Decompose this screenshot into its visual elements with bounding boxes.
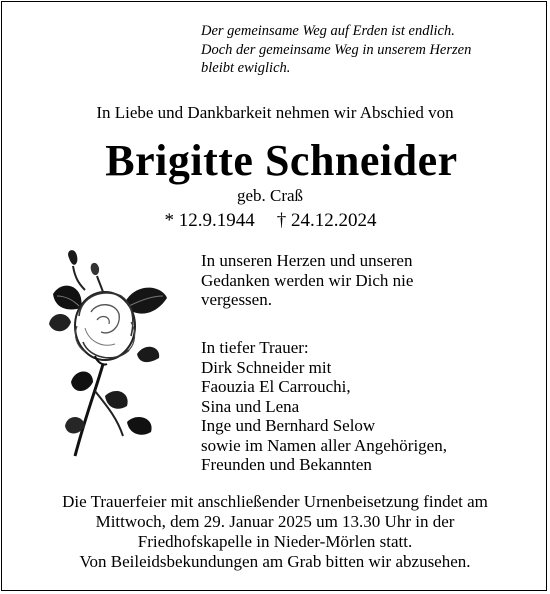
ceremony-text	[0, 492, 550, 572]
memory-text	[201, 251, 521, 310]
mourners-heading: In tiefer Trauer:	[201, 338, 309, 357]
maiden-name: geb. Craß	[236, 186, 304, 205]
rose-illustration	[45, 246, 175, 461]
mourner-line: Dirk Schneider mit	[201, 357, 332, 377]
ceremony-line: Mittwoch, dem 29. Januar 2025 um 13.30 Uhr in der	[95, 512, 455, 531]
memory-line: vergessen.	[201, 290, 272, 309]
death-date: † 24.12.2024	[276, 210, 377, 231]
poem-line: Der gemeinsame Weg auf Erden ist endlich.	[201, 23, 455, 39]
mourners-block	[201, 338, 521, 475]
life-dates	[0, 209, 541, 233]
ceremony-line: Friedhofskapelle in Nieder-Mörlen statt.	[137, 532, 413, 551]
ceremony-line: Die Trauerfeier mit anschließender Urnenbeisetzung findet am	[62, 492, 488, 511]
birth-date: * 12.9.1944	[164, 210, 255, 231]
poem	[201, 22, 531, 78]
poem-line: bleibt ewiglich.	[201, 60, 291, 76]
mourner-line: Inge und Bernhard Selow	[201, 416, 376, 435]
mourner-line: Freunden und Bekannten	[201, 455, 372, 474]
deceased-name: Brigitte Schneider	[105, 136, 458, 185]
poem-line: Doch der gemeinsame Weg in unserem Herzen	[201, 41, 472, 58]
mourner-line: Faouzia El Carrouchi,	[201, 377, 351, 396]
memory-line: In unseren Herzen und unseren	[201, 251, 413, 270]
mourner-line: sowie im Namen aller Angehörigen,	[201, 435, 447, 455]
memory-line: Gedanken werden wir Dich nie	[201, 270, 414, 290]
mourner-line: Sina und Lena	[201, 396, 300, 416]
ceremony-line: Von Beileidsbekundungen am Grab bitten wir abzusehen.	[79, 552, 471, 571]
intro-text: In Liebe und Dankbarkeit nehmen wir Abschied von	[96, 103, 454, 122]
